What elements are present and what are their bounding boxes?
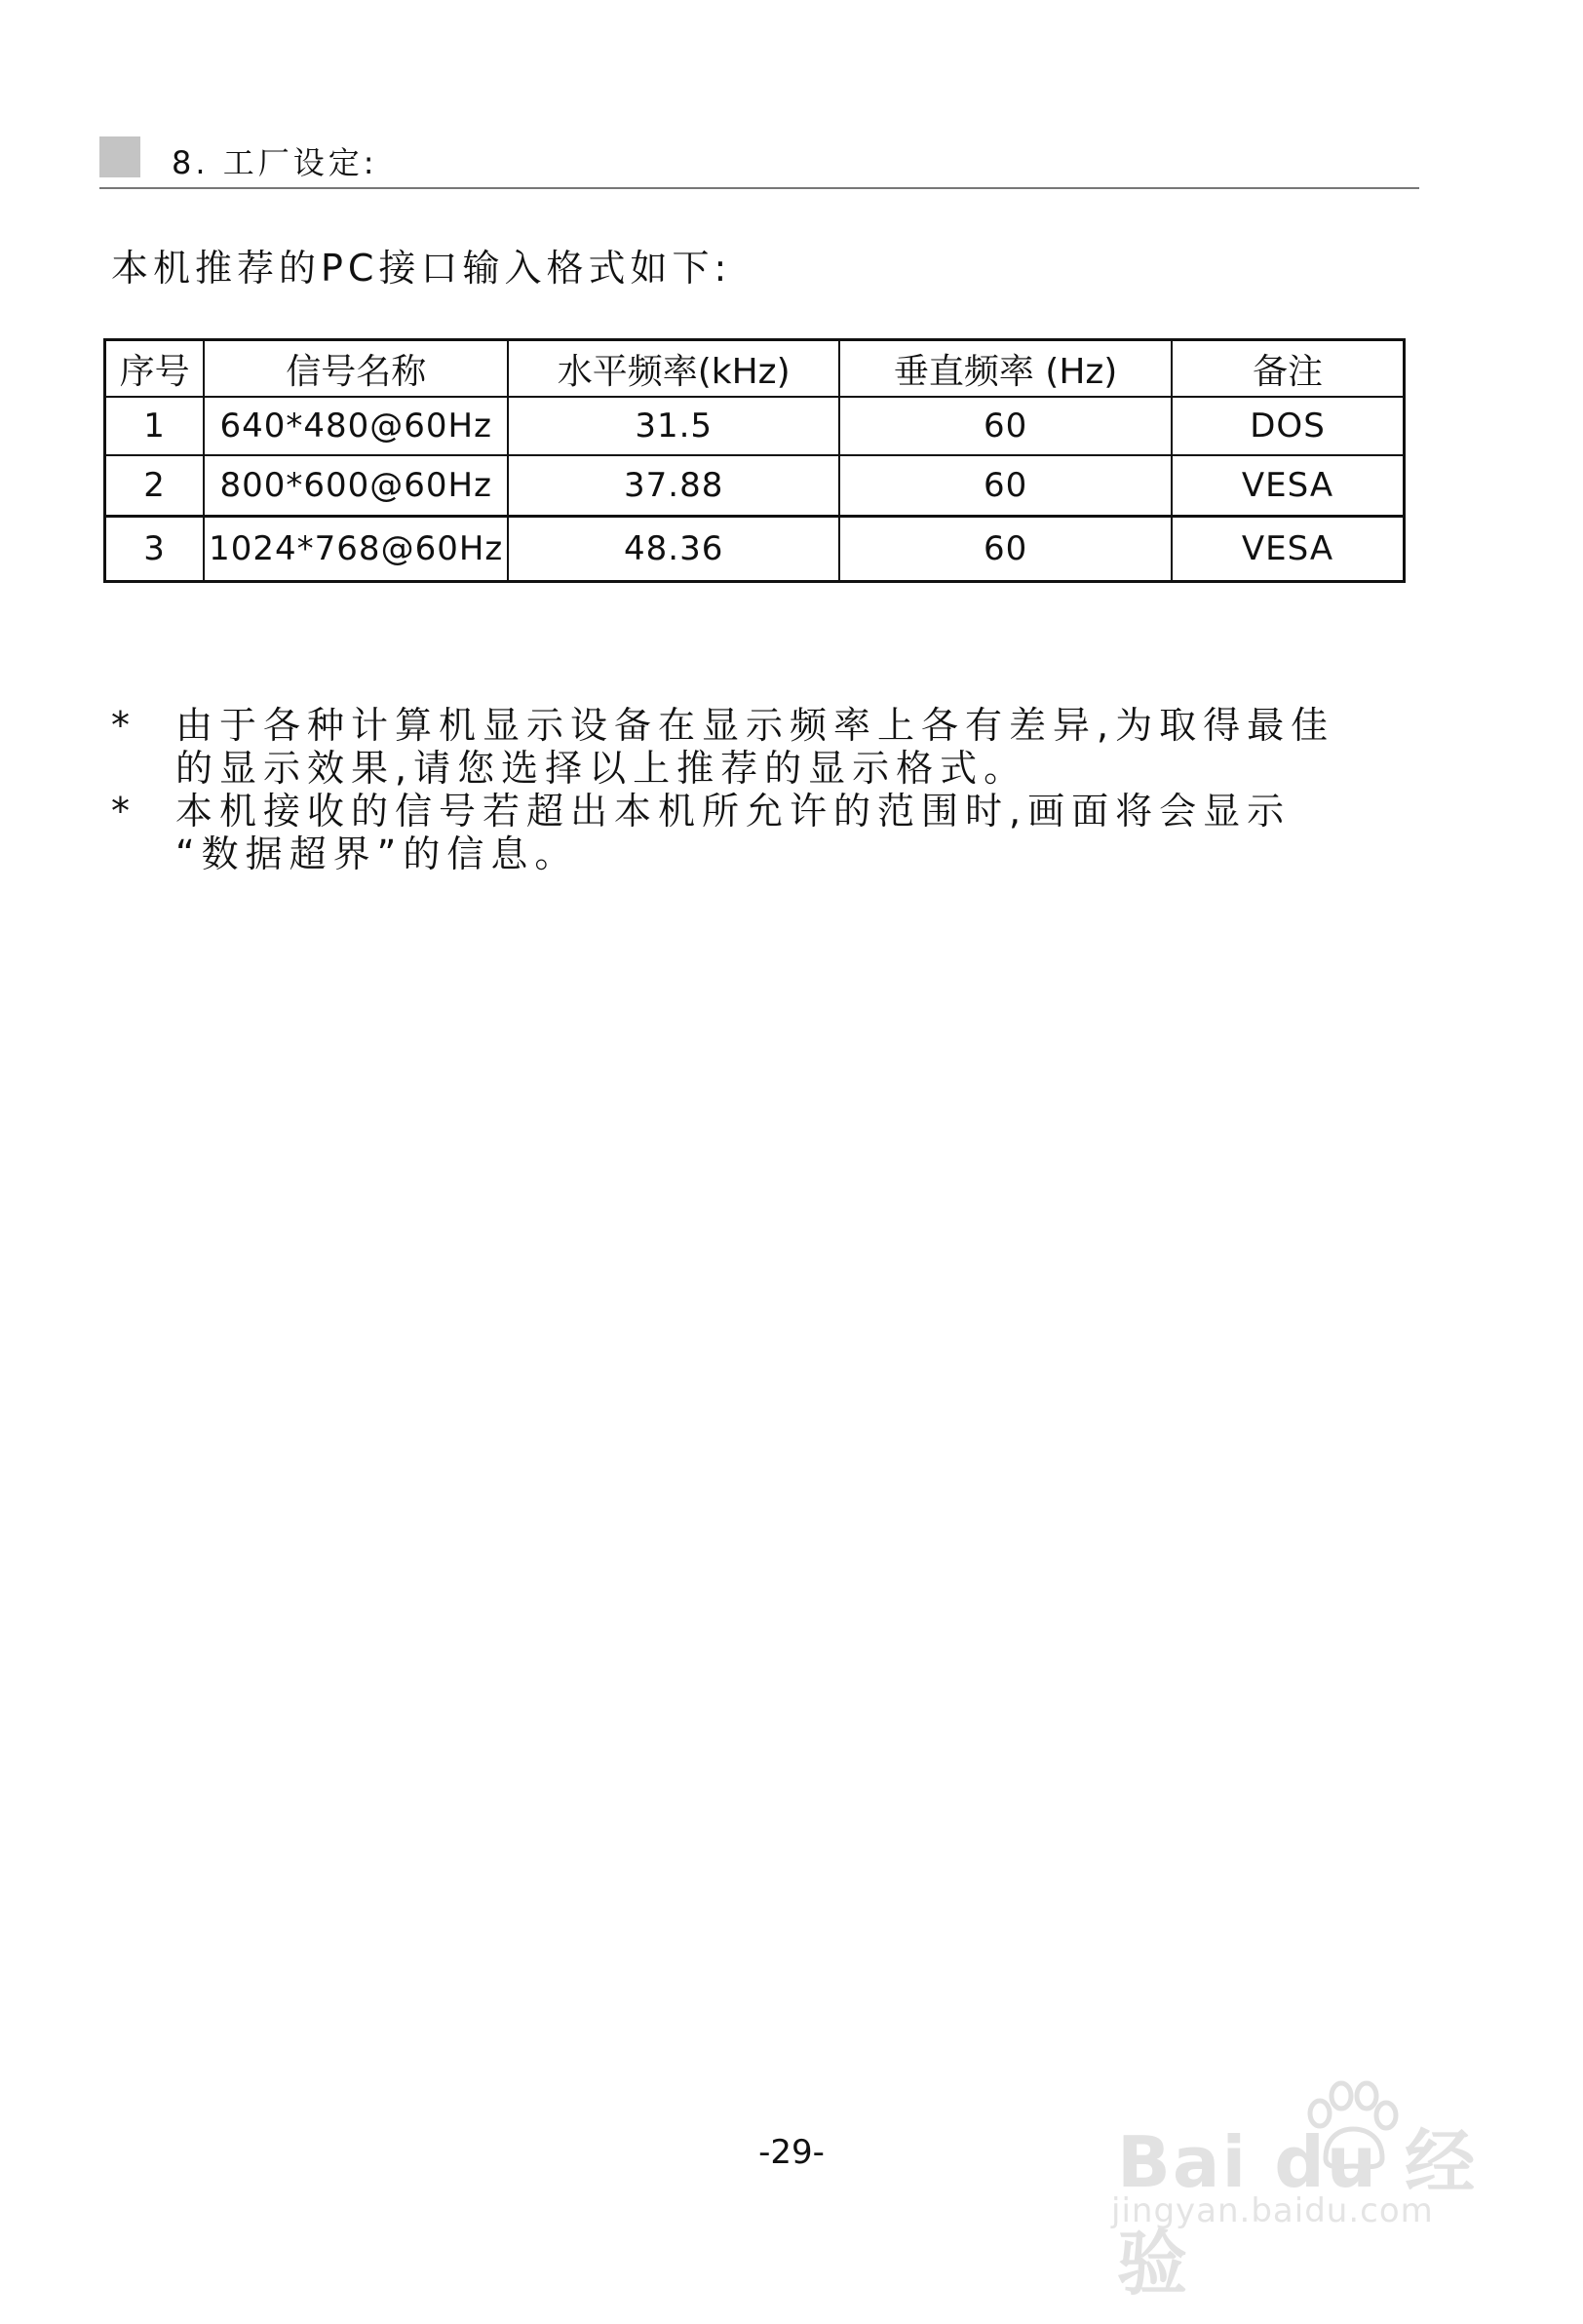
header-index: 序号 <box>105 340 205 398</box>
header-vertical-frequency: 垂直频率 (Hz) <box>839 340 1172 398</box>
note-item <box>111 790 1408 875</box>
note-bullet: * <box>111 790 136 833</box>
header-remark: 备注 <box>1172 340 1404 398</box>
cell-signal-name: 800*600@60Hz <box>204 455 508 517</box>
watermark-brand: Bai du 经验 <box>1117 2121 1478 2305</box>
note-line: “数据超界”的信息。 <box>175 833 579 875</box>
cell-vertical-frequency: 60 <box>839 455 1172 517</box>
cell-vertical-frequency: 60 <box>839 397 1172 455</box>
table-row <box>105 455 1405 517</box>
cell-index: 1 <box>105 397 205 455</box>
cell-signal-name: 1024*768@60Hz <box>204 517 508 582</box>
header-horizontal-frequency: 水平频率(kHz) <box>508 340 839 398</box>
section-heading <box>99 136 1419 189</box>
cell-index: 3 <box>105 517 205 582</box>
cell-index: 2 <box>105 455 205 517</box>
notes <box>111 704 1408 875</box>
cell-remark: DOS <box>1172 397 1404 455</box>
table-header-row <box>105 340 1405 398</box>
cell-vertical-frequency: 60 <box>839 517 1172 582</box>
section-title: 8. 工厂设定: <box>172 144 378 181</box>
cell-signal-name: 640*480@60Hz <box>204 397 508 455</box>
cell-horizontal-frequency: 31.5 <box>508 397 839 455</box>
section-marker <box>99 136 140 177</box>
note-line: 由于各种计算机显示设备在显示频率上各有差异,为取得最佳 <box>175 704 1335 747</box>
watermark-url: jingyan.baidu.com <box>1111 2191 1434 2230</box>
note-bullet: * <box>111 704 136 747</box>
cell-horizontal-frequency: 48.36 <box>508 517 839 582</box>
note-line: 本机接收的信号若超出本机所允许的范围时,画面将会显示 <box>175 790 1292 833</box>
cell-remark: VESA <box>1172 517 1404 582</box>
note-item <box>111 704 1408 790</box>
table-row <box>105 517 1405 582</box>
cell-remark: VESA <box>1172 455 1404 517</box>
page-number: -29- <box>758 2133 825 2172</box>
table-row <box>105 397 1405 455</box>
input-format-table <box>103 338 1406 583</box>
intro-text: 本机推荐的PC接口输入格式如下: <box>111 247 732 290</box>
header-signal-name: 信号名称 <box>204 340 508 398</box>
note-line: 的显示效果,请您选择以上推荐的显示格式。 <box>175 747 1028 790</box>
baidu-watermark <box>1111 2076 1482 2305</box>
cell-horizontal-frequency: 37.88 <box>508 455 839 517</box>
